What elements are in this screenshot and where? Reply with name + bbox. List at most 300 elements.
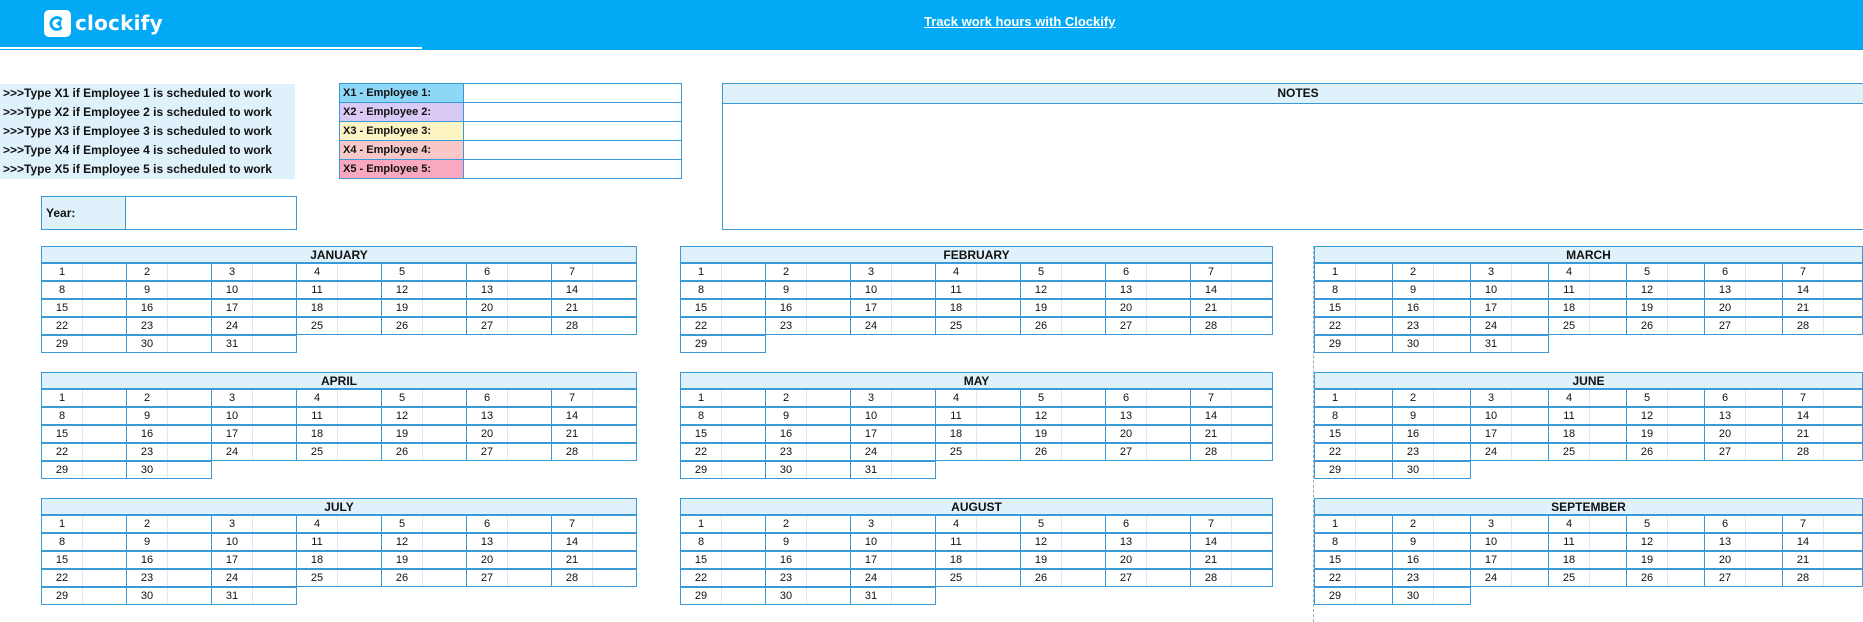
- day-cell[interactable]: [1392, 281, 1471, 299]
- day-cell[interactable]: [551, 533, 637, 551]
- day-cell[interactable]: [1392, 569, 1471, 587]
- day-cell[interactable]: [381, 551, 467, 569]
- day-cell[interactable]: [1105, 533, 1191, 551]
- day-cell[interactable]: [1626, 443, 1705, 461]
- day-cell[interactable]: [1704, 569, 1783, 587]
- employee-name-cell[interactable]: [464, 84, 681, 102]
- day-cell[interactable]: [1782, 425, 1863, 443]
- day-cell[interactable]: [1314, 587, 1393, 605]
- day-cell[interactable]: [1704, 515, 1783, 533]
- day-cell[interactable]: [126, 281, 212, 299]
- day-cell[interactable]: [680, 299, 766, 317]
- cell-divider: [1433, 552, 1434, 568]
- day-cell[interactable]: [551, 515, 637, 533]
- day-cell[interactable]: [1392, 425, 1471, 443]
- day-cell[interactable]: [1314, 515, 1393, 533]
- day-cell[interactable]: [466, 299, 552, 317]
- day-cell[interactable]: [935, 569, 1021, 587]
- day-cell[interactable]: [1704, 551, 1783, 569]
- day-cell[interactable]: [935, 389, 1021, 407]
- day-cell[interactable]: [1392, 515, 1471, 533]
- day-cell[interactable]: [466, 533, 552, 551]
- day-number: 4: [952, 518, 960, 530]
- day-cell[interactable]: [935, 425, 1021, 443]
- day-cell[interactable]: [381, 299, 467, 317]
- day-cell[interactable]: [1470, 335, 1549, 353]
- cell-divider: [167, 264, 168, 280]
- day-cell[interactable]: [1782, 569, 1863, 587]
- day-cell[interactable]: [126, 569, 212, 587]
- day-cell[interactable]: [211, 569, 297, 587]
- day-cell[interactable]: [381, 389, 467, 407]
- cell-divider: [1745, 282, 1746, 298]
- day-cell[interactable]: [381, 407, 467, 425]
- day-cell[interactable]: [126, 443, 212, 461]
- day-cell[interactable]: [1470, 263, 1549, 281]
- day-cell[interactable]: [1548, 299, 1627, 317]
- day-cell[interactable]: [1704, 533, 1783, 551]
- day-cell[interactable]: [466, 443, 552, 461]
- day-cell[interactable]: [211, 587, 297, 605]
- day-cell[interactable]: [1782, 515, 1863, 533]
- day-cell[interactable]: [41, 317, 127, 335]
- day-cell[interactable]: [381, 515, 467, 533]
- day-cell[interactable]: [1704, 425, 1783, 443]
- day-cell[interactable]: [1704, 389, 1783, 407]
- day-cell[interactable]: [850, 317, 936, 335]
- day-cell[interactable]: [765, 317, 851, 335]
- day-cell[interactable]: [935, 515, 1021, 533]
- day-cell[interactable]: [1105, 425, 1191, 443]
- day-cell[interactable]: [381, 263, 467, 281]
- day-cell[interactable]: [1105, 281, 1191, 299]
- day-cell[interactable]: [211, 515, 297, 533]
- day-cell[interactable]: [1548, 425, 1627, 443]
- day-cell[interactable]: [296, 551, 382, 569]
- day-cell[interactable]: [1020, 263, 1106, 281]
- track-hours-link[interactable]: Track work hours with Clockify: [924, 14, 1116, 29]
- day-cell[interactable]: [765, 515, 851, 533]
- day-cell[interactable]: [850, 515, 936, 533]
- day-cell[interactable]: [1470, 551, 1549, 569]
- day-cell[interactable]: [1105, 389, 1191, 407]
- day-cell[interactable]: [850, 587, 936, 605]
- day-cell[interactable]: [1470, 533, 1549, 551]
- day-cell[interactable]: [126, 533, 212, 551]
- day-cell[interactable]: [41, 389, 127, 407]
- day-cell[interactable]: [765, 551, 851, 569]
- day-cell[interactable]: [1470, 569, 1549, 587]
- clockify-logo[interactable]: [44, 9, 163, 37]
- day-cell[interactable]: [296, 281, 382, 299]
- day-cell[interactable]: [935, 263, 1021, 281]
- day-cell[interactable]: [126, 299, 212, 317]
- day-cell[interactable]: [1105, 407, 1191, 425]
- day-cell[interactable]: [850, 551, 936, 569]
- day-cell[interactable]: [1470, 443, 1549, 461]
- day-cell[interactable]: [1105, 443, 1191, 461]
- cell-divider: [252, 552, 253, 568]
- day-cell[interactable]: [466, 317, 552, 335]
- day-cell[interactable]: [1470, 299, 1549, 317]
- day-cell[interactable]: [1020, 533, 1106, 551]
- day-cell[interactable]: [1548, 533, 1627, 551]
- day-cell[interactable]: [551, 407, 637, 425]
- employee-name-cell[interactable]: [464, 141, 681, 159]
- day-cell[interactable]: [1105, 299, 1191, 317]
- day-cell[interactable]: [1314, 263, 1393, 281]
- day-cell[interactable]: [126, 551, 212, 569]
- day-cell[interactable]: [41, 335, 127, 353]
- day-cell[interactable]: [211, 443, 297, 461]
- day-cell[interactable]: [1626, 515, 1705, 533]
- day-cell[interactable]: [41, 443, 127, 461]
- day-cell[interactable]: [296, 443, 382, 461]
- day-cell[interactable]: [211, 263, 297, 281]
- day-cell[interactable]: [211, 389, 297, 407]
- day-cell[interactable]: [765, 533, 851, 551]
- day-cell[interactable]: [850, 461, 936, 479]
- day-cell[interactable]: [551, 299, 637, 317]
- day-cell[interactable]: [850, 443, 936, 461]
- day-cell[interactable]: [1548, 515, 1627, 533]
- day-cell[interactable]: [1470, 425, 1549, 443]
- day-cell[interactable]: [1190, 425, 1273, 443]
- day-cell[interactable]: [211, 317, 297, 335]
- day-cell[interactable]: [1470, 281, 1549, 299]
- day-cell[interactable]: [1314, 335, 1393, 353]
- day-cell[interactable]: [1190, 515, 1273, 533]
- day-cell[interactable]: [1020, 407, 1106, 425]
- day-cell[interactable]: [1392, 587, 1471, 605]
- day-cell[interactable]: [680, 407, 766, 425]
- day-cell[interactable]: [466, 281, 552, 299]
- day-cell[interactable]: [1314, 533, 1393, 551]
- day-cell[interactable]: [1782, 389, 1863, 407]
- day-cell[interactable]: [1626, 569, 1705, 587]
- day-cell[interactable]: [765, 443, 851, 461]
- day-cell[interactable]: [1704, 281, 1783, 299]
- day-cell[interactable]: [935, 443, 1021, 461]
- day-cell[interactable]: [680, 515, 766, 533]
- day-cell[interactable]: [1105, 515, 1191, 533]
- day-cell[interactable]: [680, 551, 766, 569]
- day-cell[interactable]: [765, 299, 851, 317]
- day-cell[interactable]: [850, 425, 936, 443]
- day-cell[interactable]: [211, 281, 297, 299]
- day-cell[interactable]: [41, 515, 127, 533]
- day-cell[interactable]: [1548, 389, 1627, 407]
- day-cell[interactable]: [1020, 389, 1106, 407]
- day-cell[interactable]: [1392, 461, 1471, 479]
- day-cell[interactable]: [126, 407, 212, 425]
- day-cell[interactable]: [850, 281, 936, 299]
- day-cell[interactable]: [466, 551, 552, 569]
- day-cell[interactable]: [1626, 317, 1705, 335]
- day-cell[interactable]: [381, 425, 467, 443]
- day-number: 3: [867, 266, 875, 278]
- day-cell[interactable]: [765, 587, 851, 605]
- day-cell[interactable]: [211, 407, 297, 425]
- day-cell[interactable]: [466, 407, 552, 425]
- day-cell[interactable]: [1704, 443, 1783, 461]
- day-cell[interactable]: [126, 425, 212, 443]
- day-cell[interactable]: [466, 515, 552, 533]
- day-number: 12: [1640, 536, 1654, 548]
- day-cell[interactable]: [41, 533, 127, 551]
- day-cell[interactable]: [1392, 317, 1471, 335]
- day-cell[interactable]: [1105, 569, 1191, 587]
- day-cell[interactable]: [1314, 551, 1393, 569]
- day-cell[interactable]: [1782, 407, 1863, 425]
- day-cell[interactable]: [1105, 551, 1191, 569]
- cell-divider: [976, 534, 977, 550]
- day-cell[interactable]: [680, 335, 766, 353]
- day-cell[interactable]: [935, 407, 1021, 425]
- day-cell[interactable]: [126, 587, 212, 605]
- day-cell[interactable]: [1190, 281, 1273, 299]
- day-cell[interactable]: [1314, 407, 1393, 425]
- cell-divider: [976, 264, 977, 280]
- day-cell[interactable]: [680, 425, 766, 443]
- day-cell[interactable]: [551, 263, 637, 281]
- day-cell[interactable]: [1314, 443, 1393, 461]
- day-cell[interactable]: [1548, 281, 1627, 299]
- day-cell[interactable]: [1548, 317, 1627, 335]
- day-cell[interactable]: [466, 389, 552, 407]
- day-cell[interactable]: [1626, 299, 1705, 317]
- day-cell[interactable]: [1392, 533, 1471, 551]
- day-cell[interactable]: [381, 533, 467, 551]
- day-cell[interactable]: [1020, 281, 1106, 299]
- day-cell[interactable]: [765, 569, 851, 587]
- day-cell[interactable]: [551, 317, 637, 335]
- day-cell[interactable]: [680, 461, 766, 479]
- cell-divider: [1146, 300, 1147, 316]
- day-cell[interactable]: [1704, 263, 1783, 281]
- day-cell[interactable]: [296, 317, 382, 335]
- day-cell[interactable]: [126, 317, 212, 335]
- day-cell[interactable]: [466, 425, 552, 443]
- day-cell[interactable]: [1704, 407, 1783, 425]
- day-cell[interactable]: [1782, 443, 1863, 461]
- day-cell[interactable]: [1548, 569, 1627, 587]
- day-cell[interactable]: [381, 281, 467, 299]
- day-cell[interactable]: [126, 515, 212, 533]
- day-cell[interactable]: [680, 389, 766, 407]
- day-cell[interactable]: [1626, 551, 1705, 569]
- day-cell[interactable]: [551, 389, 637, 407]
- day-cell[interactable]: [41, 281, 127, 299]
- day-cell[interactable]: [1626, 533, 1705, 551]
- day-number: 21: [565, 554, 579, 566]
- day-cell[interactable]: [41, 587, 127, 605]
- day-cell[interactable]: [1548, 443, 1627, 461]
- day-cell[interactable]: [41, 263, 127, 281]
- day-cell[interactable]: [551, 443, 637, 461]
- notes-content[interactable]: [723, 104, 1863, 228]
- day-cell[interactable]: [680, 533, 766, 551]
- day-cell[interactable]: [680, 317, 766, 335]
- day-cell[interactable]: [1020, 551, 1106, 569]
- day-cell[interactable]: [1020, 317, 1106, 335]
- day-cell[interactable]: [381, 569, 467, 587]
- day-cell[interactable]: [296, 299, 382, 317]
- day-cell[interactable]: [41, 407, 127, 425]
- day-cell[interactable]: [1470, 407, 1549, 425]
- day-cell[interactable]: [1392, 389, 1471, 407]
- day-cell[interactable]: [1314, 317, 1393, 335]
- day-cell[interactable]: [296, 515, 382, 533]
- day-cell[interactable]: [296, 425, 382, 443]
- day-cell[interactable]: [1470, 515, 1549, 533]
- day-cell[interactable]: [1470, 389, 1549, 407]
- day-cell[interactable]: [1190, 551, 1273, 569]
- day-cell[interactable]: [850, 263, 936, 281]
- day-cell[interactable]: [296, 389, 382, 407]
- day-cell[interactable]: [1314, 281, 1393, 299]
- day-cell[interactable]: [1190, 443, 1273, 461]
- employee-name-cell[interactable]: [464, 122, 681, 140]
- day-cell[interactable]: [1548, 263, 1627, 281]
- day-cell[interactable]: [296, 263, 382, 281]
- day-cell[interactable]: [935, 533, 1021, 551]
- day-cell[interactable]: [1020, 299, 1106, 317]
- day-cell[interactable]: [1190, 389, 1273, 407]
- day-cell[interactable]: [1314, 299, 1393, 317]
- day-cell[interactable]: [211, 533, 297, 551]
- day-cell[interactable]: [1190, 299, 1273, 317]
- day-cell[interactable]: [1626, 425, 1705, 443]
- day-cell[interactable]: [551, 569, 637, 587]
- day-cell[interactable]: [211, 425, 297, 443]
- day-cell[interactable]: [1020, 569, 1106, 587]
- day-cell[interactable]: [1105, 263, 1191, 281]
- day-cell[interactable]: [126, 389, 212, 407]
- day-cell[interactable]: [680, 569, 766, 587]
- day-cell[interactable]: [1548, 551, 1627, 569]
- day-cell[interactable]: [1704, 299, 1783, 317]
- day-cell[interactable]: [466, 263, 552, 281]
- day-cell[interactable]: [41, 425, 127, 443]
- day-cell[interactable]: [1190, 533, 1273, 551]
- employee-name-cell[interactable]: [464, 103, 681, 121]
- day-number: 19: [395, 302, 409, 314]
- day-cell[interactable]: [1105, 317, 1191, 335]
- day-cell[interactable]: [1782, 281, 1863, 299]
- day-cell[interactable]: [296, 407, 382, 425]
- day-cell[interactable]: [381, 317, 467, 335]
- day-cell[interactable]: [1020, 425, 1106, 443]
- day-cell[interactable]: [41, 461, 127, 479]
- cell-divider: [1745, 390, 1746, 406]
- day-cell[interactable]: [680, 587, 766, 605]
- day-cell[interactable]: [1626, 281, 1705, 299]
- day-cell[interactable]: [765, 281, 851, 299]
- day-cell[interactable]: [765, 389, 851, 407]
- day-cell[interactable]: [1190, 263, 1273, 281]
- cell-divider: [82, 318, 83, 334]
- day-cell[interactable]: [1392, 335, 1471, 353]
- day-cell[interactable]: [126, 263, 212, 281]
- day-cell[interactable]: [850, 299, 936, 317]
- day-cell[interactable]: [211, 299, 297, 317]
- day-cell[interactable]: [765, 425, 851, 443]
- day-cell[interactable]: [1626, 263, 1705, 281]
- day-cell[interactable]: [1392, 407, 1471, 425]
- day-cell[interactable]: [1190, 569, 1273, 587]
- day-cell[interactable]: [1392, 443, 1471, 461]
- day-cell[interactable]: [935, 299, 1021, 317]
- day-cell[interactable]: [41, 299, 127, 317]
- day-cell[interactable]: [1314, 569, 1393, 587]
- day-cell[interactable]: [850, 569, 936, 587]
- day-cell[interactable]: [1190, 317, 1273, 335]
- day-cell[interactable]: [551, 425, 637, 443]
- day-cell[interactable]: [296, 533, 382, 551]
- day-cell[interactable]: [765, 407, 851, 425]
- day-cell[interactable]: [1314, 425, 1393, 443]
- day-number: 2: [143, 518, 151, 530]
- day-cell[interactable]: [765, 263, 851, 281]
- day-number: 14: [565, 536, 579, 548]
- day-cell[interactable]: [1392, 299, 1471, 317]
- month-title: JANUARY: [41, 246, 637, 263]
- day-cell[interactable]: [1548, 407, 1627, 425]
- day-cell[interactable]: [1782, 533, 1863, 551]
- day-cell[interactable]: [211, 551, 297, 569]
- day-cell[interactable]: [1392, 551, 1471, 569]
- day-cell[interactable]: [1782, 551, 1863, 569]
- day-cell[interactable]: [680, 443, 766, 461]
- day-cell[interactable]: [1392, 263, 1471, 281]
- day-cell[interactable]: [1704, 317, 1783, 335]
- year-input[interactable]: [126, 197, 296, 229]
- day-cell[interactable]: [551, 281, 637, 299]
- day-cell[interactable]: [296, 569, 382, 587]
- day-cell[interactable]: [765, 461, 851, 479]
- day-cell[interactable]: [126, 461, 212, 479]
- day-cell[interactable]: [1626, 407, 1705, 425]
- day-cell[interactable]: [1190, 407, 1273, 425]
- day-cell[interactable]: [551, 551, 637, 569]
- day-cell[interactable]: [1314, 389, 1393, 407]
- day-cell[interactable]: [41, 551, 127, 569]
- day-cell[interactable]: [935, 551, 1021, 569]
- day-cell[interactable]: [680, 281, 766, 299]
- day-cell[interactable]: [1314, 461, 1393, 479]
- day-cell[interactable]: [935, 281, 1021, 299]
- day-cell[interactable]: [1470, 317, 1549, 335]
- day-cell[interactable]: [211, 335, 297, 353]
- day-cell[interactable]: [680, 263, 766, 281]
- day-cell[interactable]: [1020, 515, 1106, 533]
- day-cell[interactable]: [466, 569, 552, 587]
- day-cell[interactable]: [850, 407, 936, 425]
- day-cell[interactable]: [1020, 443, 1106, 461]
- day-cell[interactable]: [1626, 389, 1705, 407]
- day-cell[interactable]: [850, 389, 936, 407]
- day-cell[interactable]: [1782, 263, 1863, 281]
- day-cell[interactable]: [381, 443, 467, 461]
- day-cell[interactable]: [1782, 299, 1863, 317]
- employee-name-cell[interactable]: [464, 160, 681, 178]
- day-cell[interactable]: [850, 533, 936, 551]
- day-cell[interactable]: [1782, 317, 1863, 335]
- day-cell[interactable]: [41, 569, 127, 587]
- day-cell[interactable]: [935, 317, 1021, 335]
- day-cell[interactable]: [126, 335, 212, 353]
